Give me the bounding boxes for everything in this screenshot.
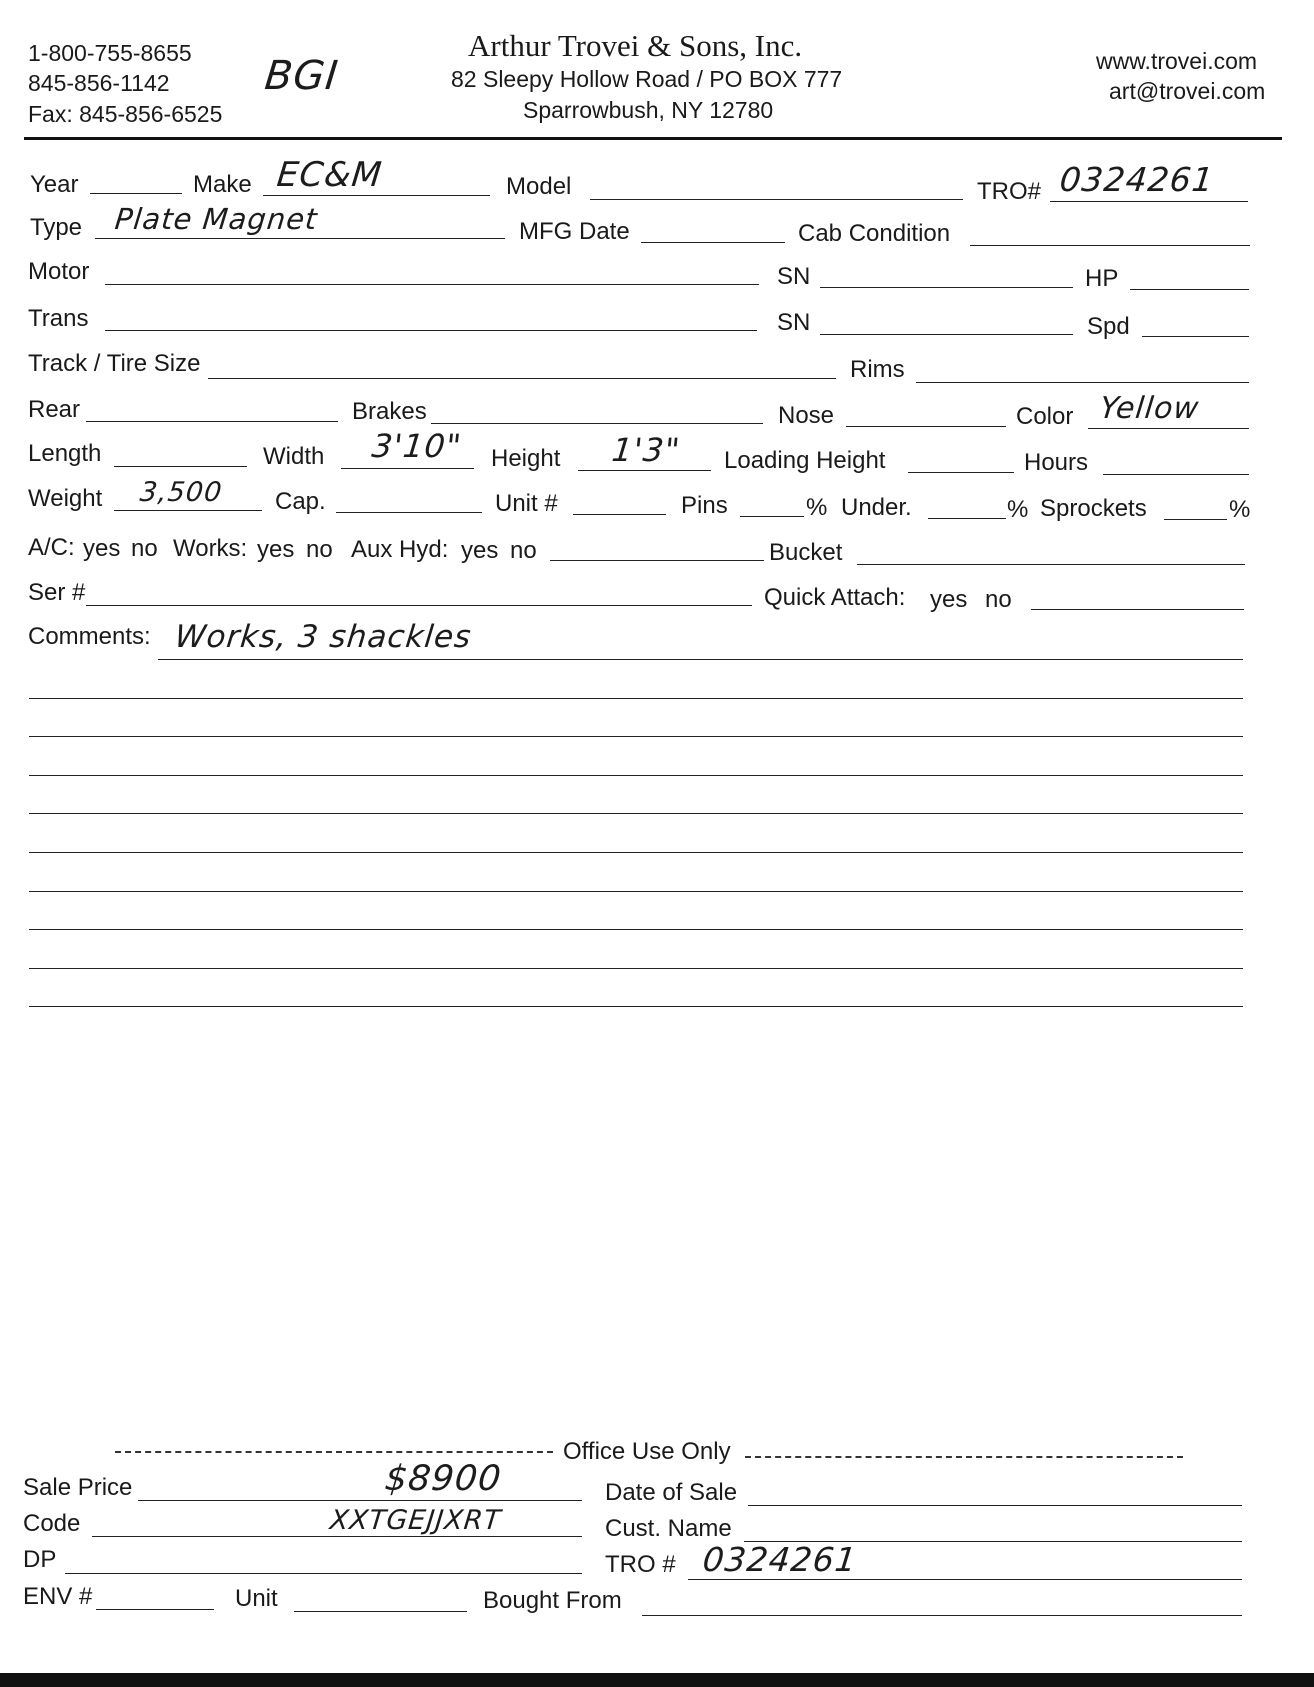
under-label: Under. — [841, 494, 912, 521]
make-field[interactable] — [263, 195, 490, 196]
ac-yes-option[interactable]: yes — [83, 535, 121, 562]
mfg-date-field[interactable] — [641, 242, 785, 243]
cap-field[interactable] — [336, 512, 482, 513]
color-value: Yellow — [1098, 391, 1201, 426]
aux-hyd-no-option[interactable]: no — [510, 537, 537, 564]
hp-label: HP — [1085, 265, 1119, 292]
office-tro-label: TRO # — [605, 1551, 676, 1578]
brakes-field[interactable] — [431, 423, 763, 424]
width-value: 3'10" — [370, 427, 464, 465]
office-tro-value: 0324261 — [700, 1540, 860, 1579]
loading-height-label: Loading Height — [724, 447, 886, 474]
sprockets-percent: % — [1229, 496, 1251, 523]
type-value: Plate Magnet — [113, 202, 320, 236]
width-field[interactable] — [341, 468, 474, 469]
comment-line[interactable] — [29, 968, 1243, 969]
color-field[interactable] — [1088, 428, 1249, 429]
model-field[interactable] — [590, 199, 963, 200]
weight-field[interactable] — [114, 510, 262, 511]
quick-attach-field[interactable] — [1031, 609, 1244, 610]
comment-line[interactable] — [29, 1006, 1243, 1007]
pins-percent: % — [806, 494, 828, 521]
phone-primary: 1-800-755-8655 — [28, 40, 192, 66]
motor-sn-field[interactable] — [820, 287, 1073, 288]
color-label: Color — [1016, 403, 1074, 430]
nose-field[interactable] — [846, 426, 1006, 427]
trans-sn-label: SN — [777, 309, 811, 336]
works-no-option[interactable]: no — [306, 536, 333, 563]
env-number-field[interactable] — [96, 1609, 214, 1610]
scan-edge-bar — [0, 1673, 1314, 1687]
bucket-label: Bucket — [769, 539, 843, 566]
bought-from-label: Bought From — [483, 1587, 622, 1614]
quick-attach-no-option[interactable]: no — [985, 586, 1012, 613]
ac-no-option[interactable]: no — [131, 535, 158, 562]
office-divider-right — [745, 1456, 1183, 1458]
under-field[interactable] — [928, 518, 1006, 519]
sale-price-field[interactable] — [138, 1500, 582, 1501]
length-field[interactable] — [114, 466, 247, 467]
width-label: Width — [263, 443, 325, 470]
weight-value: 3,500 — [138, 477, 224, 508]
bought-from-field[interactable] — [642, 1615, 1242, 1616]
track-tire-size-field[interactable] — [208, 378, 836, 379]
mfg-date-label: MFG Date — [519, 218, 630, 245]
hours-field[interactable] — [1103, 474, 1249, 475]
company-address-line1: 82 Sleepy Hollow Road / PO BOX 777 — [451, 66, 843, 92]
motor-field[interactable] — [105, 284, 759, 285]
office-divider-left — [115, 1451, 553, 1453]
under-percent: % — [1007, 496, 1029, 523]
dp-field[interactable] — [65, 1573, 582, 1574]
comment-line[interactable] — [29, 698, 1243, 699]
nose-label: Nose — [778, 402, 835, 429]
phone-secondary: 845-856-1142 — [28, 70, 170, 96]
quick-attach-label: Quick Attach: — [764, 584, 906, 611]
length-label: Length — [28, 440, 102, 467]
unit-number-field[interactable] — [573, 514, 666, 515]
tro-value: 0324261 — [1057, 160, 1217, 199]
trans-label: Trans — [28, 305, 89, 332]
motor-label: Motor — [28, 258, 90, 285]
loading-height-field[interactable] — [908, 472, 1014, 473]
works-label: Works: — [173, 535, 248, 562]
code-value: XXTGEJJXRT — [328, 1505, 503, 1536]
date-of-sale-label: Date of Sale — [605, 1479, 738, 1506]
company-website: www.trovei.com — [1096, 48, 1258, 74]
company-name: Arthur Trovei & Sons, Inc. — [468, 28, 803, 63]
sprockets-field[interactable] — [1164, 519, 1227, 520]
rear-field[interactable] — [86, 421, 338, 422]
sale-price-label: Sale Price — [23, 1474, 133, 1501]
ser-number-label: Ser # — [28, 579, 86, 606]
fax-number: Fax: 845-856-6525 — [28, 101, 223, 127]
motor-sn-label: SN — [777, 263, 811, 290]
pins-label: Pins — [681, 492, 728, 519]
brakes-label: Brakes — [352, 398, 427, 425]
handwritten-code: BGI — [262, 53, 341, 99]
spd-field[interactable] — [1142, 336, 1249, 337]
office-tro-field[interactable] — [688, 1579, 1242, 1580]
company-address-line2: Sparrowbush, NY 12780 — [523, 97, 774, 123]
tro-label: TRO# — [977, 178, 1042, 205]
comments-label: Comments: — [28, 623, 151, 650]
sale-price-value: $8900 — [382, 1459, 504, 1499]
unit-field[interactable] — [294, 1611, 467, 1612]
trans-field[interactable] — [105, 330, 757, 331]
office-use-heading: Office Use Only — [563, 1438, 731, 1465]
comments-value: Works, 3 shackles — [173, 619, 474, 655]
comment-line[interactable] — [29, 929, 1243, 930]
height-value: 1'3" — [610, 431, 683, 469]
ac-label: A/C: — [28, 534, 75, 561]
rear-label: Rear — [28, 396, 81, 423]
type-field[interactable] — [95, 238, 505, 239]
year-label: Year — [30, 171, 79, 198]
company-email: art@trovei.com — [1109, 78, 1266, 104]
rims-field[interactable] — [916, 382, 1249, 383]
aux-hyd-label: Aux Hyd: — [351, 536, 449, 563]
dp-label: DP — [23, 1546, 57, 1573]
height-field[interactable] — [578, 470, 711, 471]
model-label: Model — [506, 173, 572, 200]
quick-attach-yes-option[interactable]: yes — [930, 586, 968, 613]
comment-line[interactable] — [29, 813, 1243, 814]
cab-condition-label: Cab Condition — [798, 220, 951, 247]
comment-line[interactable] — [29, 736, 1243, 737]
cap-label: Cap. — [275, 488, 326, 515]
comment-line[interactable] — [29, 775, 1243, 776]
comment-line[interactable] — [29, 852, 1243, 853]
date-of-sale-field[interactable] — [748, 1505, 1242, 1506]
rims-label: Rims — [850, 356, 905, 383]
comment-line[interactable] — [158, 659, 1243, 660]
code-field[interactable] — [92, 1536, 582, 1537]
bucket-field[interactable] — [857, 564, 1245, 565]
ser-number-field[interactable] — [86, 605, 752, 606]
hours-label: Hours — [1024, 449, 1089, 476]
hp-field[interactable] — [1130, 289, 1249, 290]
trans-sn-field[interactable] — [820, 334, 1073, 335]
unit-number-label: Unit # — [495, 490, 558, 517]
unit-label: Unit — [235, 1585, 278, 1612]
aux-hyd-field[interactable] — [550, 560, 764, 561]
env-number-label: ENV # — [23, 1583, 93, 1610]
make-label: Make — [193, 171, 252, 198]
cab-condition-field[interactable] — [970, 245, 1250, 246]
sprockets-label: Sprockets — [1040, 495, 1147, 522]
comment-line[interactable] — [29, 891, 1243, 892]
code-label: Code — [23, 1510, 81, 1537]
header-divider — [24, 137, 1282, 140]
cust-name-label: Cust. Name — [605, 1515, 732, 1542]
height-label: Height — [491, 445, 561, 472]
track-tire-size-label: Track / Tire Size — [28, 350, 201, 377]
aux-hyd-yes-option[interactable]: yes — [461, 537, 499, 564]
spd-label: Spd — [1087, 313, 1130, 340]
year-field[interactable] — [90, 193, 182, 194]
make-value: EC&M — [274, 155, 385, 195]
pins-field[interactable] — [740, 516, 804, 517]
weight-label: Weight — [28, 485, 103, 512]
tro-field[interactable] — [1050, 201, 1248, 202]
type-label: Type — [30, 214, 83, 241]
works-yes-option[interactable]: yes — [257, 536, 295, 563]
